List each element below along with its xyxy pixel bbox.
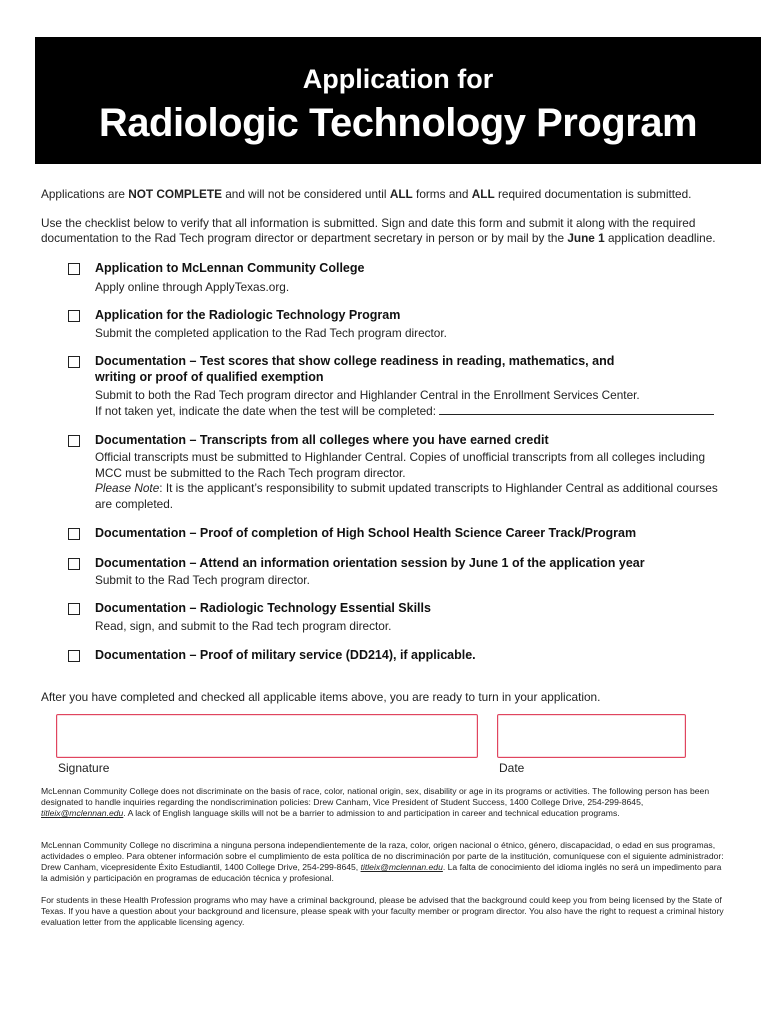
item-title: Documentation – Proof of completion of High School Health Science Career Track/Program [95,526,637,540]
criminal-background-notice: For students in these Health Profession programs who may have a criminal background, please be advised that the background could keep you from being licensed by the State of Texas. If you have a question about your background and licensure, please speak with your faculty member or program director. You also have the right to request a criminal history evaluation letter from the applicable licensing agency. [41,895,724,927]
item-body [95,450,725,512]
checkbox[interactable] [68,603,80,615]
intro-line [41,231,741,246]
banner-title-line2: Radiologic Technology Program [98,101,698,145]
intro-text: forms and [412,187,472,201]
intro-emphasis: NOT COMPLETE [128,187,222,201]
date-label: Date [499,761,525,775]
date-field[interactable] [497,714,686,758]
item-body-line: are completed. [95,496,174,511]
item-body-line [95,481,725,497]
checkbox[interactable] [68,263,80,275]
intro-emphasis: ALL [471,187,495,201]
item-title: Application for the Radiologic Technology Program [95,308,401,322]
intro-paragraph-1 [41,187,741,202]
intro-text: documentation to the Rad Tech program director or department secretary in person or by mail by the [41,231,568,245]
item-title-line: Documentation – Test scores that show college readiness in reading, mathematics, and [95,354,615,368]
test-date-line[interactable] [439,404,714,415]
title-banner [35,37,761,164]
checkbox[interactable] [68,310,80,322]
item-title: Documentation – Attend an information orientation session by June 1 of the application year [95,556,645,570]
checkbox[interactable] [68,558,80,570]
titleix-email-link[interactable]: titleix@mclennan.edu [41,808,124,818]
intro-line: Use the checklist below to verify that all information is submitted. Sign and date this form and submit it along with the required [41,216,696,230]
fine-text: . La falta de conocimiento del idioma inglés no será un impedimento para la admisión y participación en programas de educación técnica y profesional. [41,862,722,883]
checkbox[interactable] [68,356,80,368]
after-instructions: After you have completed and checked all applicable items above, you are ready to turn in your application. [41,690,601,704]
intro-deadline: June 1 [567,231,605,245]
item-title: Documentation – Transcripts from all colleges where you have earned credit [95,433,549,447]
item-body: Read, sign, and submit to the Rad tech program director. [95,619,392,633]
item-body-text: : It is the applicant’s responsibility to submit updated transcripts to Highlander Central as additional courses [159,481,718,495]
item-title: Documentation – Radiologic Technology Essential Skills [95,601,431,615]
intro-text: and will not be considered until [221,187,390,201]
titleix-email-link-es[interactable]: titleix@mclennan.edu [360,862,443,872]
item-title [95,353,715,385]
intro-emphasis: ALL [389,187,413,201]
item-body: Submit to the Rad Tech program director. [95,573,310,587]
fine-text: McLennan Community College no discrimina a ninguna persona independientemente de la raza, color, origen nacional o étnico, género, discapacidad, o edad en sus programas, actividades o empleo. Para obtener información sobre el cumplimiento de esta política de no discriminación por parte de la institución, comuníquese con el siguiente administrador: Drew Canham, vicepresidente Éxito Estudiantil, 1400 College Drive, 254-299-8645, [41,840,724,872]
checkbox[interactable] [68,650,80,662]
item-body [95,388,725,419]
item-body-line: Submit to both the Rad Tech program director and Highlander Central in the Enrollment Services Center. [95,388,640,402]
item-body-text: If not taken yet, indicate the date when the test will be completed: [95,403,437,418]
item-title: Application to McLennan Community College [95,261,365,275]
item-body-line [95,404,725,420]
nondiscrimination-english [41,786,729,819]
signature-field[interactable] [56,714,478,758]
intro-text: Applications are [41,187,129,201]
checkbox[interactable] [68,435,80,447]
item-title-line: writing or proof of qualified exemption [95,370,324,384]
intro-text: application deadline. [604,231,716,245]
item-body: Apply online through ApplyTexas.org. [95,280,290,294]
banner-title-line1: Application for [302,64,494,94]
item-body-line: Official transcripts must be submitted to Highlander Central. Copies of unofficial transcripts from all colleges including [95,450,706,464]
intro-text: required documentation is submitted. [494,187,692,201]
item-body-line: MCC must be submitted to the Rach Tech program director. [95,465,406,480]
fine-text: McLennan Community College does not discriminate on the basis of race, color, national origin, sex, disability or age in its programs or activities. The following person has been designated to handle inquiries regarding the nondiscrimination policies: Drew Canham, Vice President of Student Success, 1400 College Drive, 254-299-8645, [41,786,710,807]
item-title: Documentation – Proof of military service (DD214), if applicable. [95,648,476,662]
item-body: Submit the completed application to the Rad Tech program director. [95,326,447,340]
signature-label: Signature [58,761,110,775]
checkbox[interactable] [68,528,80,540]
fine-text: . A lack of English language skills will not be a barrier to admission to and participation in career and technical education programs. [123,808,620,818]
nondiscrimination-spanish [41,840,729,884]
note-label: Please Note [95,481,160,495]
intro-paragraph-2 [41,216,741,246]
